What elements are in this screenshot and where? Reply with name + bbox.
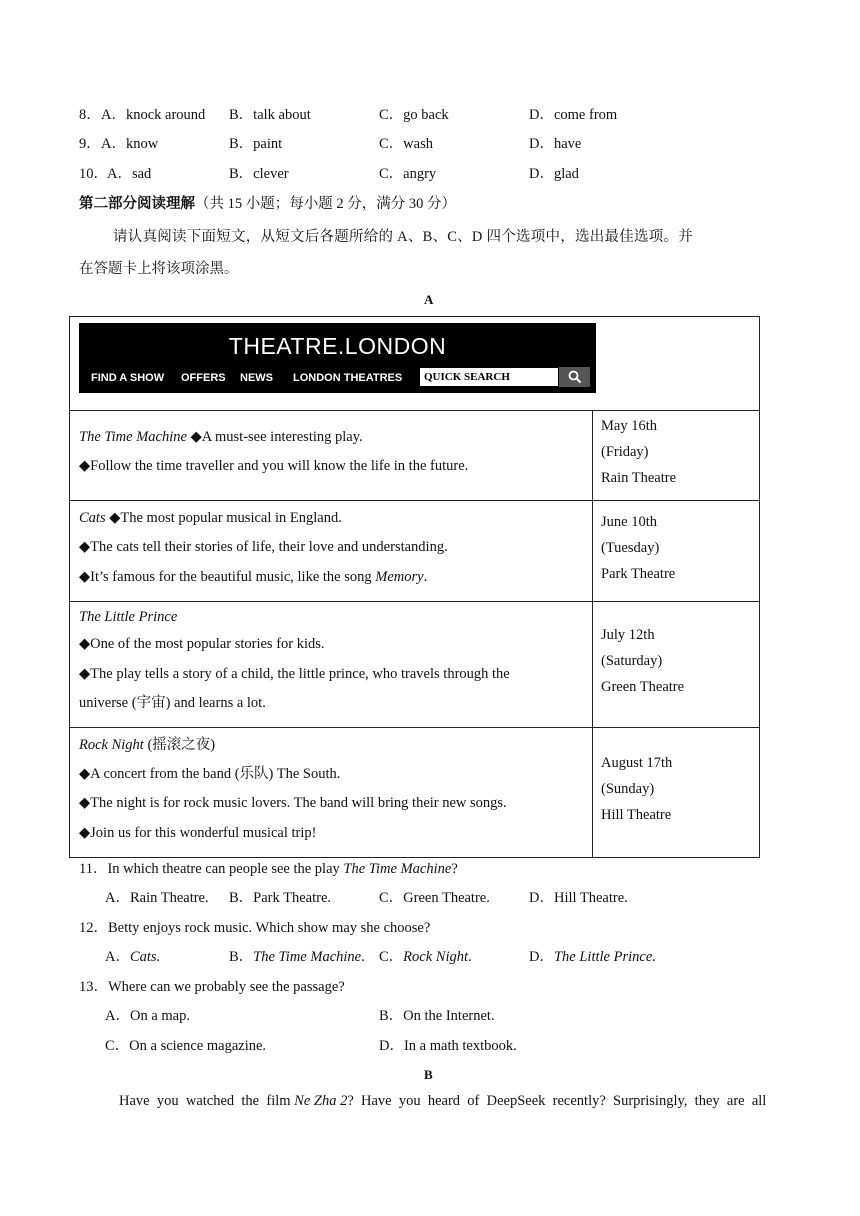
- q11-stem-end: ?: [451, 861, 458, 877]
- q9-option-b: B．paint: [229, 136, 283, 152]
- instruction-line-2: 在答题卡上将该项涂黑。: [79, 261, 239, 277]
- show-desc-text: ◆The cats tell their stories of life, their love and understanding.: [79, 539, 448, 555]
- q11-stem: [79, 860, 458, 878]
- show-day: (Sunday): [601, 781, 655, 797]
- option-letter: A．: [105, 949, 130, 965]
- q8-option-a: A．knock around: [101, 107, 206, 123]
- show-desc-text: ◆The play tells a story of a child, the little prince, who travels through the: [79, 666, 510, 682]
- q12-option-b: [229, 948, 365, 966]
- show-desc-text: .: [423, 569, 428, 585]
- q13-stem: 13．Where can we probably see the passage?: [79, 979, 345, 995]
- show-desc-text: ◆A must-see interesting play.: [190, 429, 363, 445]
- passage-b-first-line: [119, 1092, 766, 1110]
- q10-option-a: A．sad: [107, 166, 152, 182]
- q8-option-c: C．go back: [379, 107, 449, 123]
- q9-number: 9．: [79, 136, 101, 152]
- option-letter: C．: [379, 949, 404, 965]
- q8-number: 8．: [79, 107, 101, 123]
- show-desc-text: ◆The most popular musical in England.: [109, 510, 342, 526]
- theatre-banner: [79, 323, 596, 393]
- part2-heading: [79, 195, 456, 213]
- nav-offers[interactable]: OFFERS: [181, 372, 226, 384]
- show-title: The Time Machine: [79, 429, 187, 445]
- show-date: June 10th: [601, 514, 657, 530]
- q11-option-b: B．Park Theatre.: [229, 890, 332, 906]
- passage-text: Have you watched the film: [119, 1093, 295, 1109]
- q11-option-a: A．Rain Theatre.: [105, 890, 209, 906]
- table-border-top: [69, 316, 760, 317]
- table-row-divider: [69, 727, 760, 728]
- q9-option-c: C．wash: [379, 136, 433, 152]
- q10-option-c: C．angry: [379, 166, 437, 182]
- show-theatre: Park Theatre: [601, 566, 676, 582]
- option-letter: B．: [229, 949, 254, 965]
- q11-option-c: C．Green Theatre.: [379, 890, 490, 906]
- show-theatre: Hill Theatre: [601, 807, 672, 823]
- q8-option-d: D．come from: [529, 107, 618, 123]
- part2-title: 第二部分阅读理解: [79, 196, 195, 212]
- option-end: .: [468, 949, 472, 965]
- q13-option-b: B．On the Internet.: [379, 1008, 495, 1024]
- show-title: The Little Prince: [79, 609, 178, 625]
- q9-option-a: A．know: [101, 136, 159, 152]
- q12-option-a: [105, 948, 160, 966]
- show-desc-text: ◆It’s famous for the beautiful music, like the song: [79, 569, 376, 585]
- show-date: May 16th: [601, 418, 657, 434]
- nav-london-theatres[interactable]: LONDON THEATRES: [293, 372, 403, 384]
- q8-option-b: B．talk about: [229, 107, 311, 123]
- q11-option-d: D．Hill Theatre.: [529, 890, 628, 906]
- q13-option-a: A．On a map.: [105, 1008, 190, 1024]
- song-title: Memory: [375, 569, 424, 585]
- show-title: Cats: [79, 510, 106, 526]
- nav-find-a-show[interactable]: FIND A SHOW: [91, 372, 165, 384]
- show-desc-text: ◆Join us for this wonderful musical trip!: [79, 825, 317, 841]
- show-title-note: (摇滚之夜): [143, 737, 216, 753]
- option-text: The Time Machine: [253, 949, 362, 965]
- q11-stem-italic: The Time Machine: [343, 861, 452, 877]
- passage-text: ? Have you heard of DeepSeek recently? Surprisingly, they are all: [347, 1093, 767, 1109]
- show-desc-text: ◆The night is for rock music lovers. The band will bring their new songs.: [79, 795, 507, 811]
- instruction-line-1: 请认真阅读下面短文，从短文后各题所给的 A、B、C、D 四个选项中，选出最佳选项。并: [113, 229, 694, 245]
- option-text: Rock Night: [403, 949, 469, 965]
- q9-option-d: D．have: [529, 136, 582, 152]
- show-desc-text: ◆Follow the time traveller and you will know the life in the future.: [79, 458, 469, 474]
- passage-b-label: B: [424, 1067, 433, 1082]
- q10-number: 10．: [79, 166, 108, 182]
- search-icon[interactable]: [559, 367, 590, 387]
- table-border-right: [759, 316, 760, 858]
- table-row-divider: [69, 601, 760, 602]
- show-day: (Tuesday): [601, 540, 660, 556]
- passage-a-label: A: [424, 292, 434, 307]
- show-day: (Saturday): [601, 653, 663, 669]
- q13-option-d: D．In a math textbook.: [379, 1038, 517, 1054]
- table-column-divider: [592, 410, 593, 858]
- quick-search-input[interactable]: QUICK SEARCH: [420, 368, 558, 386]
- show-description-line: [79, 509, 342, 527]
- banner-title: THEATRE.LONDON: [228, 333, 447, 359]
- show-date: August 17th: [601, 755, 673, 771]
- show-theatre: Rain Theatre: [601, 470, 677, 486]
- film-title: Ne Zha 2: [294, 1093, 348, 1109]
- show-date: July 12th: [601, 627, 655, 643]
- q11-stem-text: 11．In which theatre can people see the play: [79, 861, 344, 877]
- table-border-left: [69, 316, 70, 858]
- show-day: (Friday): [601, 444, 649, 460]
- table-row-divider: [69, 500, 760, 501]
- q12-option-c: [379, 948, 472, 966]
- show-desc-text: ◆One of the most popular stories for kids.: [79, 636, 325, 652]
- option-end: .: [361, 949, 365, 965]
- show-theatre: Green Theatre: [601, 679, 685, 695]
- table-row-divider: [69, 410, 760, 411]
- table-border-bottom: [69, 857, 760, 858]
- option-text: The Little Prince.: [553, 949, 656, 965]
- show-description-line: [79, 428, 363, 446]
- q12-option-d: [529, 948, 656, 966]
- part2-note: （共 15 小题；每小题 2 分，满分 30 分）: [195, 196, 456, 212]
- show-title: Rock Night: [79, 737, 144, 753]
- show-desc-text: ◆A concert from the band (乐队) The South.: [79, 766, 341, 782]
- show-description-line: [79, 568, 427, 586]
- option-text: Cats.: [129, 949, 161, 965]
- show-desc-text: universe (宇宙) and learns a lot.: [79, 695, 266, 711]
- show-title-line: [79, 736, 215, 754]
- q10-option-b: B．clever: [229, 166, 289, 182]
- option-letter: D．: [529, 949, 554, 965]
- nav-news[interactable]: NEWS: [240, 372, 273, 384]
- q13-option-c: C．On a science magazine.: [105, 1038, 267, 1054]
- q10-option-d: D．glad: [529, 166, 579, 182]
- q12-stem: 12．Betty enjoys rock music. Which show may she choose?: [79, 920, 431, 936]
